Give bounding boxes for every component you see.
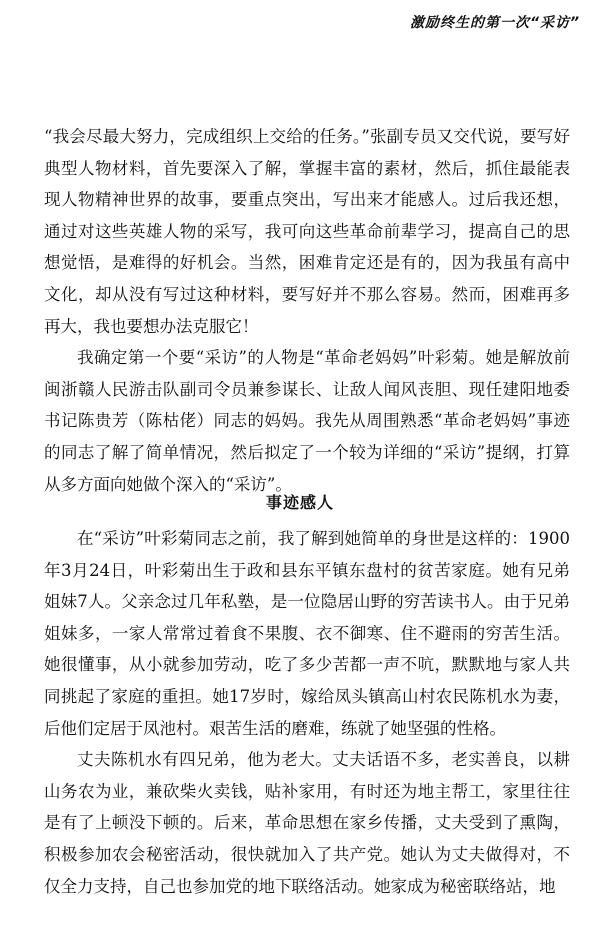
paragraph: 我确定第一个要“采访”的人物是“革命老妈妈”叶彩菊。她是解放前闽浙赣人民游击队副司令员兼参谋长、让敌人闻风丧胆、现任建阳地委书记陈贵芳（陈枯佬）同志的妈妈。我先从周围熟悉“革命老妈妈”事迹的同志了解了简单情况，然后拟定了一个较为详细的“采访”提纲，打算从多方面向她做个深入的“采访”。 bbox=[44, 348, 570, 494]
section-heading: 事迹感人 bbox=[265, 493, 334, 512]
running-header: 激励终生的第一次“采访” bbox=[409, 15, 580, 31]
paragraph: “我会尽最大努力，完成组织上交给的任务。”张副专员又交代说，要写好典型人物材料，首先要深入了解，掌握丰富的素材，然后，抓住最能表现人物精神世界的故事，要重点突出，写出来才能感人。过后我还想，通过对这些英雄人物的采写，我可向这些革命前辈学习，提高自己的思想觉悟，是难得的好机会。当然，困难肯定还是有的，因为我虽有高中文化，却从没有写过这种材料，要写好并不那么容易。然而，困难再多再大，我也要想办法克服它！ bbox=[44, 127, 570, 336]
paragraph: 在“采访”叶彩菊同志之前，我了解到她简单的身世是这样的：1900年3月24日，叶彩菊出生于政和县东平镇东盘村的贫苦家庭。她有兄弟姐妹7人。父亲念过几年私塾，是一位隐居山野的穷苦读书人。由于兄弟姐妹多，一家人常常过着食不果腹、衣不御寒、住不避雨的穷苦生活。她很懂事，从小就参加劳动，吃了多少苦都一声不吭，默默地与家人共同挑起了家庭的重担。她17岁时，嫁给凤头镇高山村农民陈机水为妻，后他们定居于凤池村。艰苦生活的磨难，练就了她坚强的性格。 bbox=[44, 529, 570, 738]
text-block-section bbox=[44, 523, 570, 902]
paragraph: 丈夫陈机水有四兄弟，他为老大。丈夫话语不多，老实善良，以耕山务农为业，兼砍柴火卖钱，贴补家用，有时还为地主帮工，家里往往是有了上顿没下顿的。后来，革命思想在家乡传播，丈夫受到了熏陶，积极参加农会秘密活动，很快就加入了共产党。她认为丈夫做得对，不仅全力支持，自己也参加党的地下联络活动。她家成为秘密联络站，地 bbox=[44, 750, 570, 896]
text-block-intro bbox=[44, 121, 570, 500]
